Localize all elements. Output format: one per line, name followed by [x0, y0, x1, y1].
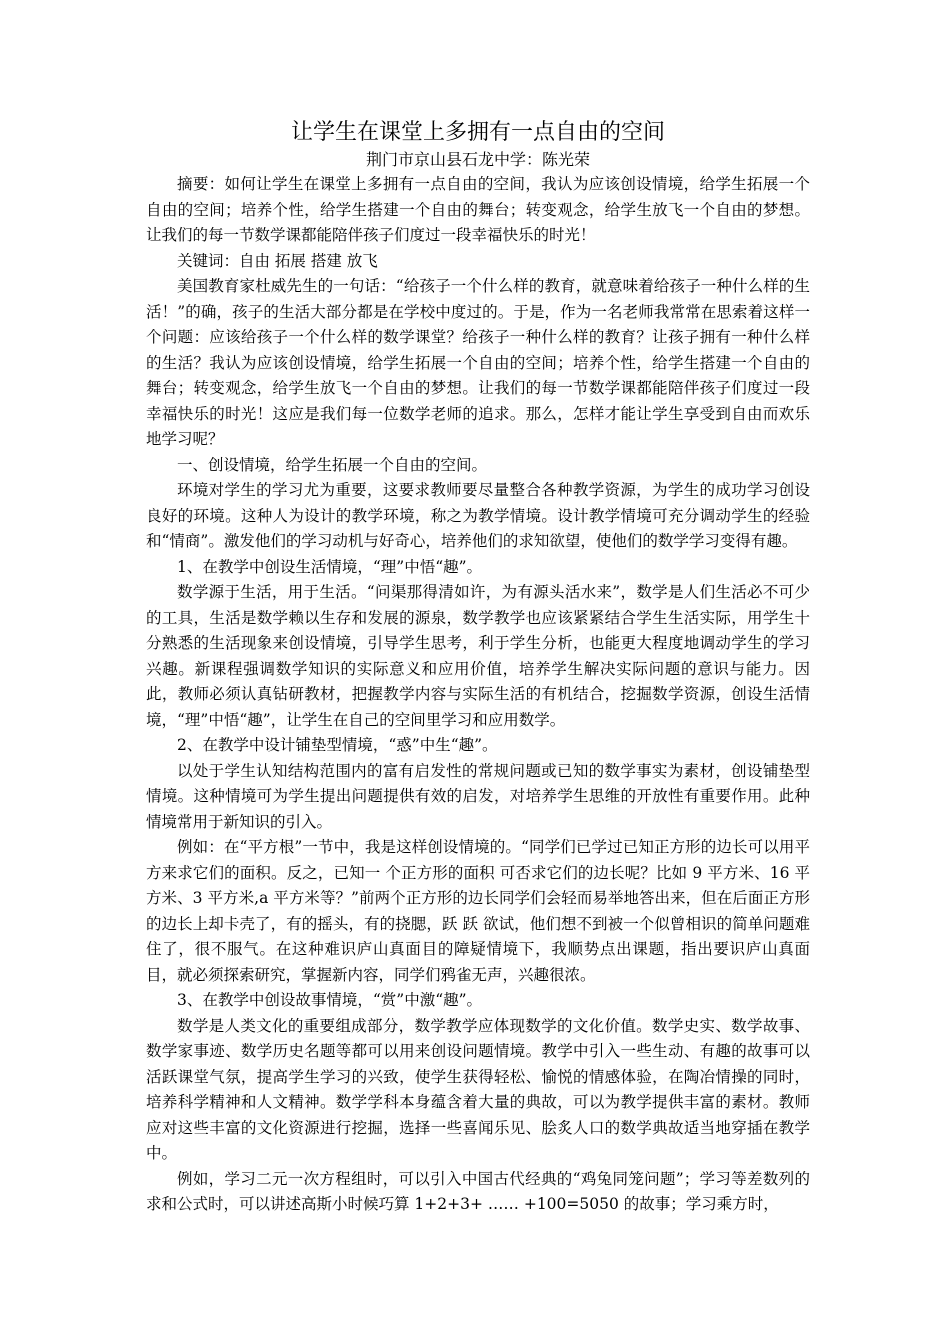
body-paragraph: 以处于学生认知结构范围内的富有启发性的常规问题或已知的数学事实为素材，创设铺垫型情境。这种情境可为学生提出问题提供有效的启发，对培养学生思维的开放性有重要作用。此种情境常用于新知识的引入。 — [146, 761, 810, 831]
subsection-heading: 3、在教学中创设故事情境，“赏”中激“趣”。 — [177, 991, 483, 1009]
document-body — [146, 118, 810, 1218]
subsection-heading: 1、在教学中创设生活情境，“理”中悟“趣”。 — [177, 557, 483, 576]
body-paragraph: 例如，学习二元一次方程组时，可以引入中国古代经典的“鸡兔同笼问题”；学习等差数列的求和公式时，可以讲述高斯小时候巧算 1+2+3+ …… +100=5050 的故事；学习乘方时， — [146, 1169, 810, 1213]
body-paragraph: 数学源于生活，用于生活。“问渠那得清如许，为有源头活水来”，数学是人们生活必不可少的工具，生活是数学赖以生存和发展的源泉，数学教学也应该紧紧结合学生生活实际，用学生十分熟悉的生活现象来创设情境，引导学生思考，利于学生分析，也能更大程度地调动学生的学习兴趣。新课程强调数学知识的实际意义和应用价值，培养学生解决实际问题的意识与能力。因此，教师必须认真钻研教材，把握教学内容与实际生活的有机结合，挖掘数学资源，创设生活情境，“理”中悟“趣”，让学生在自己的空间里学习和应用数学。 — [146, 583, 810, 729]
document-title: 让学生在课堂上多拥有一点自由的空间 — [290, 120, 665, 145]
section-heading: 一、创设情境，给学生拓展一个自由的空间。 — [177, 455, 488, 474]
body-paragraph: 环境对学生的学习尤为重要，这要求教师要尽量整合各种教学资源，为学生的成功学习创设良好的环境。这种人为设计的教学环境，称之为教学情境。设计教学情境可充分调动学生的经验和“情商”。激发他们的学习动机与好奇心，培养他们的求知欲望，使他们的数学学习变得有趣。 — [146, 481, 810, 550]
body-paragraph: 美国教育家杜威先生的一句话：“给孩子一个什么样的教育，就意味着给孩子一种什么样的生活！”的确，孩子的生活大部分都是在学校中度过的。于是，作为一名老师我常常在思索着这样一个问题：应该给孩子一个什么样的数学课堂？给孩子一种什么样的教育？让孩子拥有一种什么样的生活？我认为应该创设情境，给学生拓展一个自由的空间；培养个性，给学生搭建一个自由的舞台；转变观念，给学生放飞一个自由的梦想。让我们的每一节数学课都能陪伴孩子们度过一段幸福快乐的时光！这应是我们每一位数学老师的追求。那么，怎样才能让学生享受到自由而欢乐地学习呢？ — [146, 277, 810, 448]
body-paragraph: 例如：在“平方根”一节中，我是这样创设情境的。“同学们已学过已知正方形的边长可以用平方来求它们的面积。反之，已知一 个正方形的面积 可否求它们的边长呢？比如 9 平方米、16 平方米、3 平方米,a 平方米等？”前两个正方形的边长同学们会轻而易举地答出来，但在后面正方形的边长上却卡壳了，有的摇头，有的挠腮，跃 跃 欲试，他们想不到被一个似曾相识的简单问题难住了，很不服气。在这种难识庐山真面目的障疑情境下，我顺势点出课题，指出要识庐山真面目，就必须探索研究，掌握新内容，同学们鸦雀无声，兴趣很浓。 — [146, 838, 810, 984]
abstract-paragraph: 摘要：如何让学生在课堂上多拥有一点自由的空间，我认为应该创设情境，给学生拓展一个自由的空间；培养个性，给学生搭建一个自由的舞台；转变观念，给学生放飞一个自由的梦想。让我们的每一节数学课都能陪伴孩子们度过一段幸福快乐的时光！ — [146, 175, 810, 244]
keywords-paragraph: 关键词：自由 拓展 搭建 放飞 — [177, 251, 378, 270]
subsection-heading: 2、在教学中设计铺垫型情境，“惑”中生“趣”。 — [177, 736, 498, 754]
author-line: 荆门市京山县石龙中学：陈光荣 — [365, 150, 590, 169]
body-paragraph: 数学是人类文化的重要组成部分，数学教学应体现数学的文化价值。数学史实、数学故事、数学家事迹、数学历史名题等都可以用来创设问题情境。教学中引入一些生动、有趣的故事可以活跃课堂气氛，提高学生学习的兴致，使学生获得轻松、愉悦的情感体验，在陶冶情操的同时，培养科学精神和人文精神。数学学科本身蕴含着大量的典故，可以为教学提供丰富的素材。教师应对这些丰富的文化资源进行挖掘，选择一些喜闻乐见、脍炙人口的数学典故适当地穿插在教学中。 — [146, 1016, 810, 1162]
